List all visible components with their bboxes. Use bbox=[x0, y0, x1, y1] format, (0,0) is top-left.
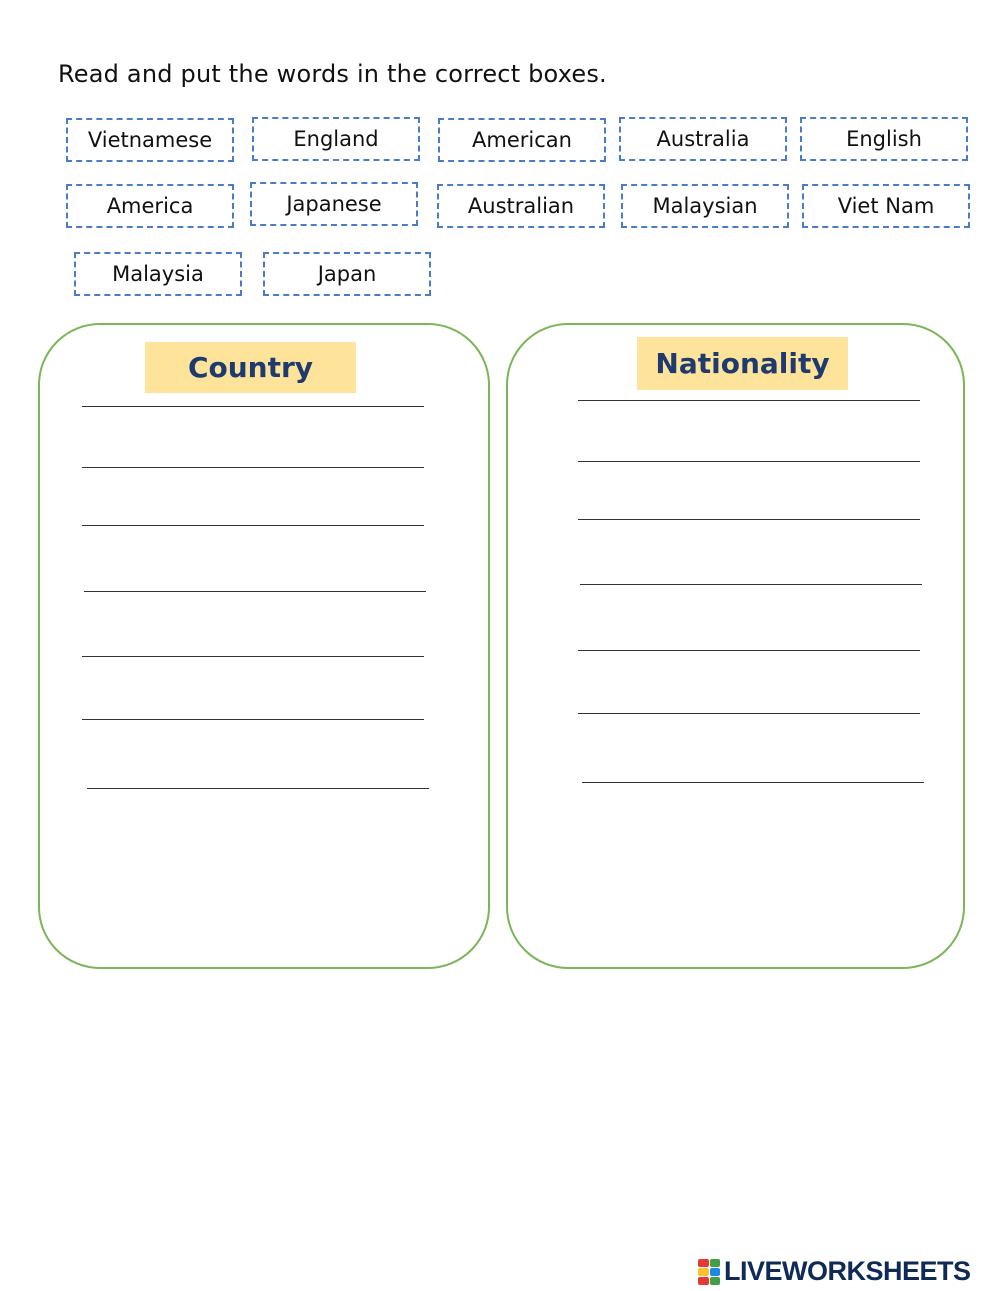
answer-line[interactable] bbox=[578, 400, 920, 401]
country-drop-zone[interactable] bbox=[38, 323, 490, 969]
answer-line[interactable] bbox=[87, 788, 429, 789]
word-tile[interactable]: English bbox=[800, 117, 968, 161]
nationality-drop-zone[interactable] bbox=[506, 323, 965, 969]
word-tile[interactable]: Australia bbox=[619, 117, 787, 161]
answer-line[interactable] bbox=[84, 591, 426, 592]
country-heading: Country bbox=[145, 342, 356, 393]
answer-line[interactable] bbox=[82, 467, 424, 468]
word-tile[interactable]: Australian bbox=[437, 184, 605, 228]
word-tile[interactable]: Viet Nam bbox=[802, 184, 970, 228]
word-tile[interactable]: America bbox=[66, 184, 234, 228]
word-tile[interactable]: American bbox=[438, 118, 606, 162]
answer-line[interactable] bbox=[82, 525, 424, 526]
answer-line[interactable] bbox=[578, 713, 920, 714]
answer-line[interactable] bbox=[580, 584, 922, 585]
answer-line[interactable] bbox=[578, 519, 920, 520]
instruction-text: Read and put the words in the correct boxes. bbox=[58, 60, 607, 88]
answer-line[interactable] bbox=[578, 461, 920, 462]
answer-line[interactable] bbox=[82, 656, 424, 657]
word-tile[interactable]: Japanese bbox=[250, 182, 418, 226]
word-tile[interactable]: Vietnamese bbox=[66, 118, 234, 162]
word-tile[interactable]: Malaysia bbox=[74, 252, 242, 296]
answer-line[interactable] bbox=[82, 406, 424, 407]
brand-name: LIVEWORKSHEETS bbox=[724, 1256, 971, 1286]
answer-line[interactable] bbox=[578, 650, 920, 651]
answer-line[interactable] bbox=[582, 782, 924, 783]
liveworksheets-brand bbox=[698, 1256, 971, 1287]
answer-line[interactable] bbox=[82, 719, 424, 720]
nationality-heading: Nationality bbox=[637, 337, 848, 390]
word-tile[interactable]: England bbox=[252, 117, 420, 161]
word-tile[interactable]: Japan bbox=[263, 252, 431, 296]
word-tile[interactable]: Malaysian bbox=[621, 184, 789, 228]
liveworksheets-logo-icon bbox=[698, 1259, 720, 1285]
